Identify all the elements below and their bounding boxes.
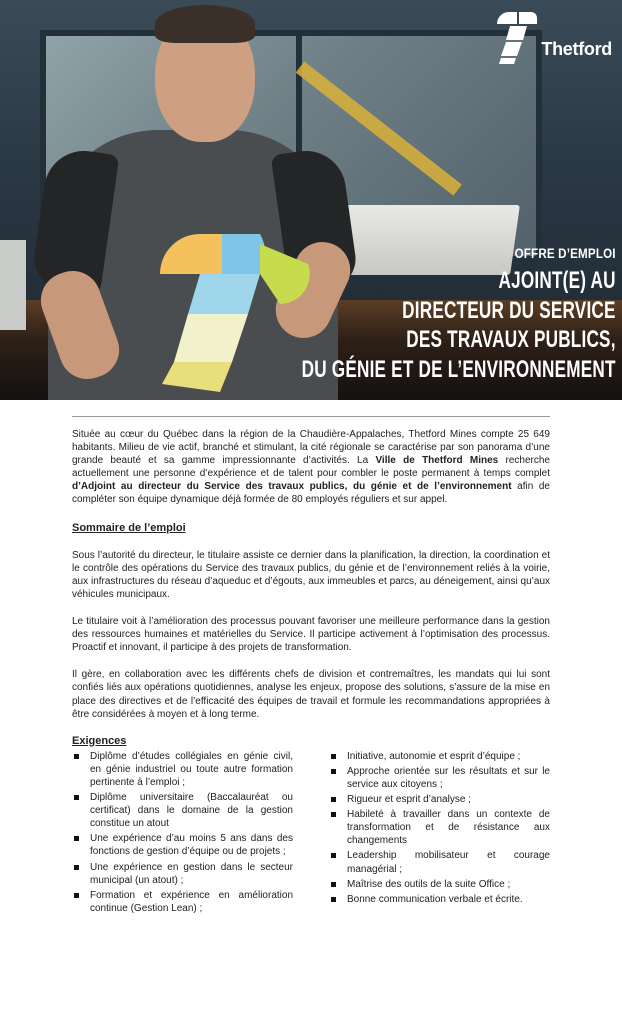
summary-paragraph: Sous l’autorité du directeur, le titulaire assiste ce dernier dans la planification, la direction, la coordination et le contrôle des opérations du Service des travaux publics, du génie et de l’environnement reliés à la voirie, aux infrastructures du réseau d’aqueduc et d’égouts, aux immeubles et parcs, au déneigement, ainsi qu’aux véhicules municipaux. bbox=[72, 549, 550, 600]
intro-text: recherche actuellement une personne d’expérience et de talent pour combler le poste permanent à temps complet bbox=[72, 455, 550, 480]
intro-paragraph bbox=[72, 428, 550, 507]
list-item: Rigueur et esprit d’analyse ; bbox=[329, 793, 550, 806]
summary-paragraph: Le titulaire voit à l’amélioration des processus pouvant favoriser une meilleure performance dans la gestion des ressources humaines et matérielles du Service. Il participe activement à l’optimisation des processus. Proactif et innovant, il participe à des projets de transformation. bbox=[72, 616, 550, 654]
list-item: Diplôme universitaire (Baccalauréat ou certificat) dans le domaine de la gestion constitue un atout bbox=[72, 791, 293, 830]
list-item: Habileté à travailler dans un contexte de transformation et de résistance aux changements bbox=[329, 808, 550, 847]
list-item: Approche orientée sur les résultats et sur le service aux citoyens ; bbox=[329, 765, 550, 791]
hero-banner bbox=[0, 0, 622, 400]
list-item: Maîtrise des outils de la suite Office ; bbox=[329, 878, 550, 891]
offer-label: OFFRE D’EMPLOI bbox=[514, 246, 616, 261]
list-item: Leadership mobilisateur et courage managérial ; bbox=[329, 849, 550, 875]
background-printer bbox=[0, 240, 26, 330]
requirements-columns bbox=[72, 750, 550, 917]
employer-name: Ville de Thetford Mines bbox=[375, 455, 499, 467]
list-item: Initiative, autonomie et esprit d’équipe ; bbox=[329, 750, 550, 763]
intro-text: Située au cœur du Québec dans la région de la Chaudière-Appalaches, Thetford Mines compte 25 649 habitants. Milieu de vie actif, branché et stimulant, la cité régionale se caractérise par son panorama d’une grande beauté et sa gamme impressionnante d’activités. La bbox=[72, 429, 550, 467]
thetford-logo-icon bbox=[497, 12, 537, 64]
divider bbox=[72, 416, 550, 417]
brand-name: Thetford bbox=[541, 38, 612, 59]
title-line: DU GÉNIE ET DE L’ENVIRONNEMENT bbox=[301, 355, 616, 383]
title-line: DIRECTEUR DU SERVICE bbox=[402, 296, 616, 324]
list-item: Bonne communication verbale et écrite. bbox=[329, 893, 550, 906]
list-item: Diplôme d’études collégiales en génie civil, en génie industriel ou toute autre formation pertinente à l’emploi ; bbox=[72, 750, 293, 789]
requirements-list-left bbox=[72, 750, 293, 917]
title-line: DES TRAVAUX PUBLICS, bbox=[406, 326, 616, 353]
list-item: Une expérience d’au moins 5 ans dans des fonctions de gestion d’équipe ou de projets ; bbox=[72, 832, 293, 858]
summary-paragraph: Il gère, en collaboration avec les différents chefs de division et contremaîtres, les mandats qui lui sont confiés liés aux opérations quotidiennes, analyse les enjeux, propose des solutions, s’assure de la mise en place des directives et de l’efficacité des équipes de travail et formule les recommandations appropriées à être considérées à moyen et à long terme. bbox=[72, 669, 550, 720]
list-item: Une expérience en gestion dans le secteur municipal (un atout) ; bbox=[72, 861, 293, 887]
intro-text: afin de compléter son équipe dynamique déjà formée de 80 employés réguliers et sur appel. bbox=[72, 481, 550, 506]
thetford-logo bbox=[497, 12, 612, 64]
summary-heading: Sommaire de l’emploi bbox=[72, 521, 186, 534]
position-name: d’Adjoint au directeur du Service des travaux publics, du génie et de l’environnement bbox=[72, 481, 512, 493]
requirements-list-right bbox=[329, 750, 550, 917]
hero-title bbox=[167, 246, 616, 384]
requirements-heading: Exigences bbox=[72, 734, 127, 747]
list-item: Formation et expérience en amélioration continue (Gestion Lean) ; bbox=[72, 889, 293, 915]
title-line: AJOINT(E) AU bbox=[498, 267, 616, 294]
job-description bbox=[72, 428, 550, 917]
